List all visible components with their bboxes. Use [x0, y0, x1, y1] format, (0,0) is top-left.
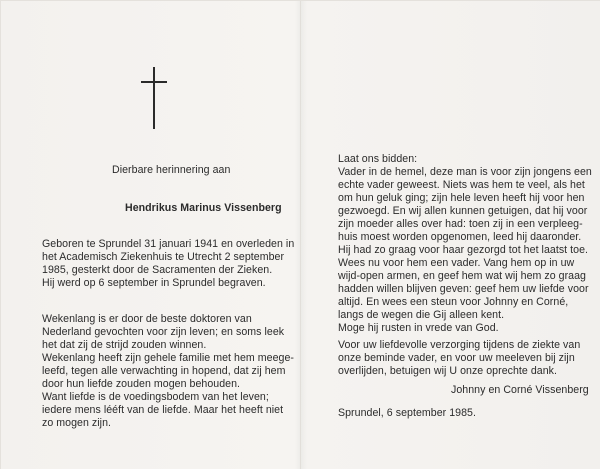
prayer-text	[338, 166, 592, 335]
thanks-line: overlijden, betuigen wij U onze oprechte dank.	[338, 365, 558, 377]
bio-line: Geboren te Sprundel 31 januari 1941 en overleden in	[42, 238, 295, 250]
cross-icon	[141, 67, 167, 129]
tribute-line: leefd, tegen alle verwachting in hopend, dat zij hem	[42, 365, 286, 377]
prayer-title: Laat ons bidden:	[338, 153, 418, 165]
biography	[42, 238, 295, 290]
tribute-line: iedere mens lééft van de liefde. Maar het heeft niet	[42, 404, 284, 416]
thanks-text	[338, 339, 588, 378]
prayer-line: Vader in de hemel, deze man is voor zijn jongens een	[338, 166, 592, 178]
tribute-line: het dat zij de strijd zouden winnen.	[42, 339, 207, 351]
prayer-line: om hun geluk ging; zijn hele leven heeft hij voor hen	[338, 192, 585, 204]
tribute-line: Want liefde is de voedingsbodem van het leven;	[42, 391, 269, 403]
prayer-line: Hij had zo graag voor haar gezorgd tot het laatst toe.	[338, 244, 589, 256]
tribute-line: Wekenlang heeft zijn gehele familie met hem meege-	[42, 352, 294, 364]
tribute-line: Nederland gevochten voor zijn leven; en soms leek	[42, 326, 285, 338]
prayer-line: huis moest worden opgenomen, leed hij daaronder.	[338, 231, 582, 243]
fold-line	[300, 1, 301, 469]
deceased-name: Hendrikus Marinus Vissenberg	[125, 202, 282, 214]
prayer-line: zijn moeder alles over had: toen zij in een verpleeg-	[338, 218, 583, 230]
prayer-line: Moge hij rusten in vrede van God.	[338, 322, 499, 334]
heading: Dierbare herinnering aan	[112, 164, 231, 176]
thanks-line: onze beminde vader, en voor uw meeleven bij zijn	[338, 352, 575, 364]
prayer-line: hadden willen blijven geven: geef hem uw liefde voor	[338, 283, 589, 295]
bio-line: het Academisch Ziekenhuis te Utrecht 2 september	[42, 251, 285, 263]
prayer-line: echte vader geweest. Niets was hem te veel, als het	[338, 179, 585, 191]
tribute-text	[42, 313, 294, 430]
prayer-line: altijd. En wees een steun voor Johnny en Corné,	[338, 296, 569, 308]
prayer-line: gezwoegd. En wij allen kunnen getuigen, dat hij voor	[338, 205, 588, 217]
prayer-line: Wees nu voor hem een vader. Vang hem op in uw	[338, 257, 575, 269]
bio-line: 1985, gesterkt door de Sacramenten der Zieken.	[42, 264, 273, 276]
bio-line: Hij werd op 6 september in Sprundel begraven.	[42, 277, 266, 289]
thanks-line: Voor uw liefdevolle verzorging tijdens de ziekte van	[338, 339, 581, 351]
tribute-line: door hun liefde zouden mogen behouden.	[42, 378, 241, 390]
prayer-line: wijd-open armen, en geef hem wat wij hem zo graag	[338, 270, 586, 282]
tribute-line: Wekenlang is er door de beste doktoren van	[42, 313, 252, 325]
tribute-line: zo mogen zijn.	[42, 417, 112, 429]
signature: Johnny en Corné Vissenberg	[451, 384, 589, 396]
prayer-line: langs de wegen die Gij alleen kent.	[338, 309, 505, 321]
place-date: Sprundel, 6 september 1985.	[338, 407, 476, 419]
